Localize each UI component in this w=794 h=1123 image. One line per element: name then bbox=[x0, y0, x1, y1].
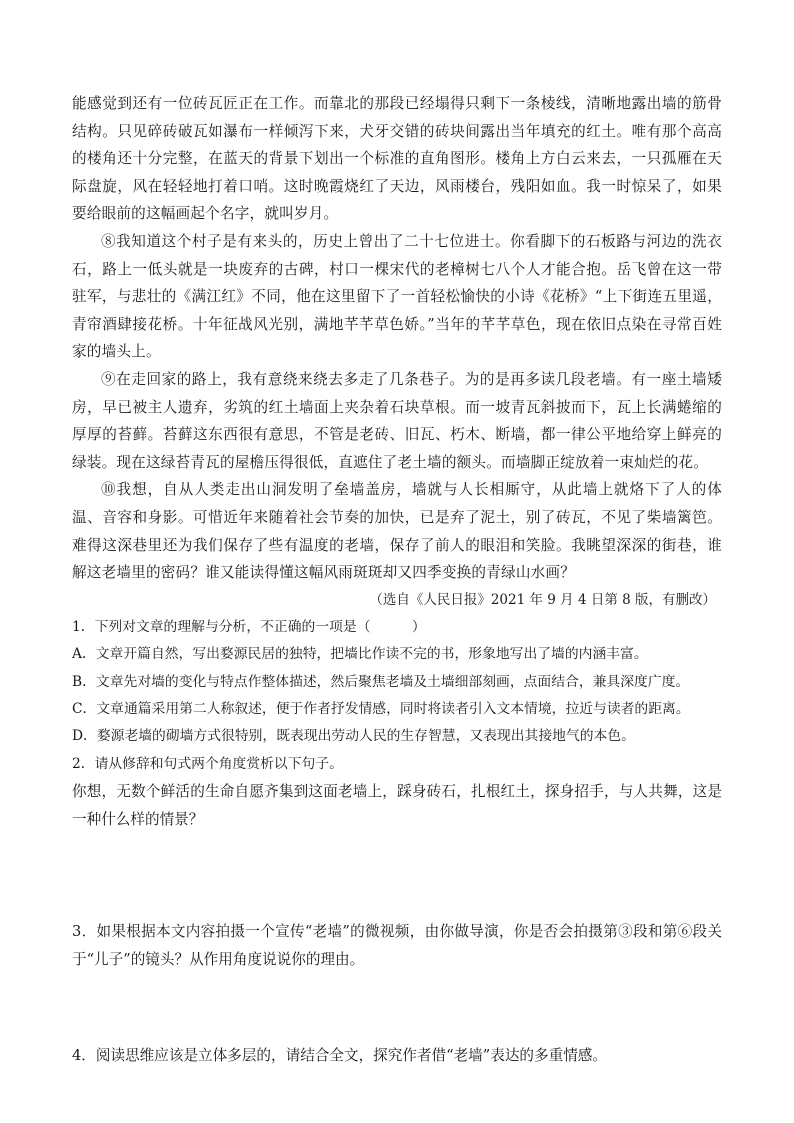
document-page bbox=[72, 90, 722, 1069]
question-1-option-a: A．文章开篇自然，写出婺源民居的独特，把墙比作读不完的书，形象地写出了墙的内涵丰富。 bbox=[72, 646, 648, 663]
question-1 bbox=[72, 614, 722, 751]
question-1-option-c: C．文章通篇采用第二人称叙述，便于作者抒发情感，同时将读者引入文本情境，拉近与读者的距离。 bbox=[72, 700, 690, 717]
question-2-title: 2．请从修辞和句式两个角度赏析以下句子。 bbox=[72, 755, 343, 772]
question-1-title: 1．下列对文章的理解与分析，不正确的一项是（ ） bbox=[72, 618, 426, 635]
passage-paragraph-10: ⑩我想，自从人类走出山洞发明了垒墙盖房，墙就与人长相厮守，从此墙上就烙下了人的体温、音容和身影。可惜近年来随着社会节奏的加快，已是弃了泥土，别了砖瓦，不见了柴墙篱笆。难得这深巷里还为我们保存了些有温度的老墙，保存了前人的眼泪和笑脸。我眺望深深的街巷，谁解这老墙里的密码？谁又能读得懂这幅风雨斑斑却又四季变换的青绿山水画？ bbox=[72, 481, 722, 582]
passage-paragraph-9: ⑨在走回家的路上，我有意绕来绕去多走了几条巷子。为的是再多读几段老墙。有一座土墙矮房，早已被主人遗弃，劣筑的红土墙面上夹杂着石块草根。而一坡青瓦斜披而下，瓦上长满蜷缩的厚厚的苔藓。苔藓这东西很有意思，不管是老砖、旧瓦、朽木、断墙，都一律公平地给穿上鲜亮的绿装。现在这绿苔青瓦的屋檐压得很低，直遮住了老土墙的额头。而墙脚正绽放着一束灿烂的花。 bbox=[72, 370, 722, 471]
passage-paragraph-7-continued: 能感觉到还有一位砖瓦匠正在工作。而靠北的那段已经塌得只剩下一条棱线，清晰地露出墙的筋骨结构。只见碎砖破瓦如瀑布一样倾泻下来，犬牙交错的砖块间露出当年填充的红土。唯有那个高高的楼角还十分完整，在蓝天的背景下划出一个标准的直角图形。楼角上方白云来去，一只孤雁在天际盘旋，风在轻轻地打着口哨。这时晚霞烧红了天边，风雨楼台，残阳如血。我一时惊呆了，如果要给眼前的这幅画起个名字，就叫岁月。 bbox=[72, 95, 722, 223]
passage-paragraph-8: ⑧我知道这个村子是有来头的，历史上曾出了二十七位进士。你看脚下的石板路与河边的洗衣石，路上一低头就是一块废弃的古碑，村口一棵宋代的老樟树七八个人才能合抱。岳飞曾在这一带驻军，与悲壮的《满江红》不同，他在这里留下了一首轻松愉快的小诗《花桥》“上下街连五里遥，青帘酒肆接花桥。十年征战风光别，满地芊芊草色娇。”当年的芊芊草色，现在依旧点染在寻常百姓家的墙头上。 bbox=[72, 232, 722, 361]
question-3 bbox=[72, 918, 722, 973]
question-1-option-d: D．婺源老墙的砌墙方式很特别，既表现出劳动人民的生存智慧，又表现出其接地气的本色。 bbox=[72, 728, 635, 745]
question-4 bbox=[72, 1042, 722, 1070]
source-citation: （选自《人民日报》2021 年 9 月 4 日第 8 版，有删改） bbox=[369, 591, 716, 608]
question-2 bbox=[72, 751, 722, 834]
question-4-title: 4．阅读思维应该是立体多层的，请结合全文，探究作者借“老墙”表达的多重情感。 bbox=[72, 1046, 607, 1064]
answer-space-3 bbox=[72, 974, 722, 1042]
question-2-quoted-sentence: 你想，无数个鲜活的生命自愿齐集到这面老墙上，踩身砖石，扎根红土，探身招手，与人共舞，这是一种什么样的情景？ bbox=[72, 783, 722, 828]
question-3-title: 3．如果根据本文内容拍摄一个宣传“老墙”的微视频，由你做导演，你是否会拍摄第③段和第⑥段关于“儿子”的镜头？从作用角度说说你的理由。 bbox=[72, 923, 722, 968]
question-1-option-b: B．文章先对墙的变化与特点作整体描述，然后聚焦老墙及土墙细部刻画，点面结合，兼具深度广度。 bbox=[72, 673, 690, 690]
answer-space-2 bbox=[72, 833, 722, 918]
